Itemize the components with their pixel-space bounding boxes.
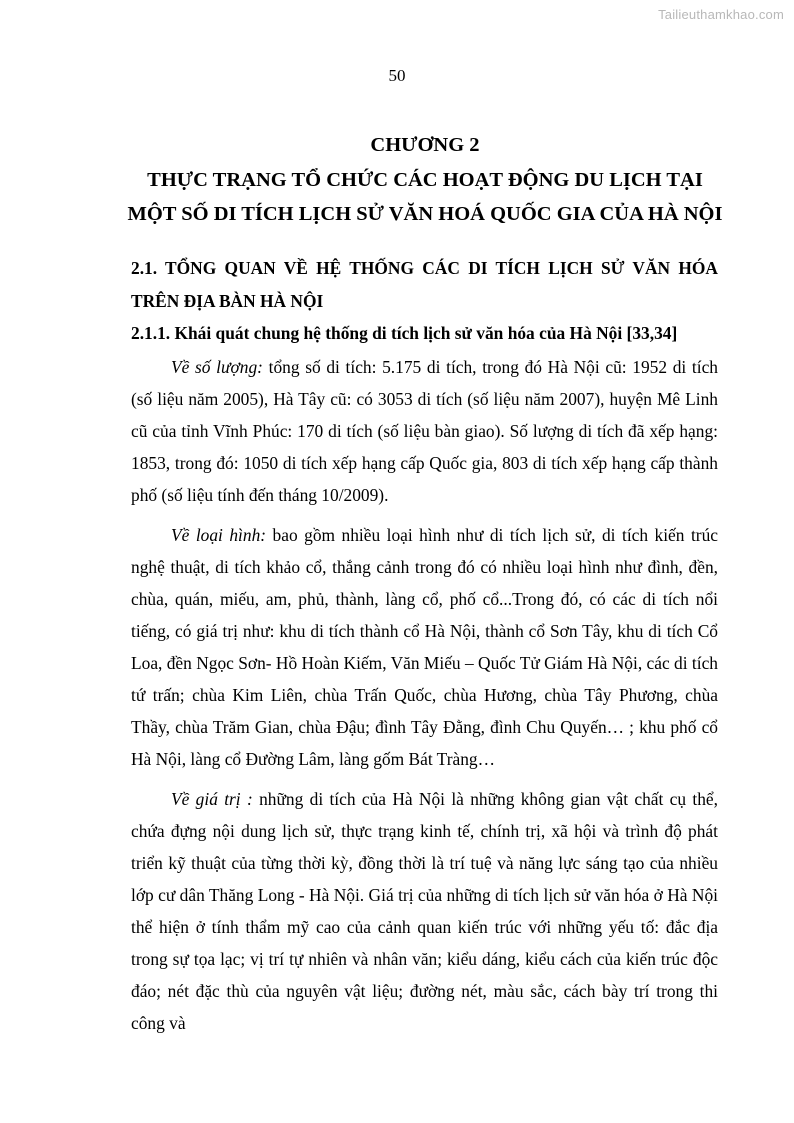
paragraph-text: những di tích của Hà Nội là những không gian vật chất cụ thể, chứa đựng nội dung lịch sử, thực trạng kinh tế, chính trị, xã hội và trình độ phát triển kỹ thuật của từng thời kỳ, đồng thời là trí tuệ và năng lực sáng tạo của nhiều lớp cư dân Thăng Long - Hà Nội. Giá trị của những di tích lịch sử văn hóa ở Hà Nội thể hiện ở tính thẩm mỹ cao của cảnh quan kiến trúc với những yếu tố: đắc địa trong sự tọa lạc; vị trí tự nhiên và nhân văn; kiểu dáng, kiểu cách của kiến trúc độc đáo; nét đặc thù của nguyên vật liệu; đường nét, màu sắc, cách bày trí trong thi công và <box>131 789 718 1033</box>
page-number: 50 <box>388 66 406 85</box>
section-heading <box>131 252 718 318</box>
chapter-title-line-2: MỘT SỐ DI TÍCH LỊCH SỬ VĂN HOÁ QUỐC GIA CỦA HÀ NỘI <box>127 203 723 225</box>
paragraph-text: bao gồm nhiều loại hình như di tích lịch sử, di tích kiến trúc nghệ thuật, di tích khảo cổ, thắng cảnh trong đó có nhiều loại hình như đình, đền, chùa, quán, miếu, am, phủ, thành, làng cổ, phố cổ...Trong đó, có các di tích nổi tiếng, có giá trị như: khu di tích thành cổ Hà Nội, thành cổ Sơn Tây, khu di tích Cổ Loa, đền Ngọc Sơn- Hồ Hoàn Kiếm, Văn Miếu – Quốc Tử Giám Hà Nội, các di tích tứ trấn; chùa Kim Liên, chùa Trấn Quốc, chùa Hương, chùa Tây Phương, chùa Thầy, chùa Trăm Gian, chùa Đậu; đình Tây Đằng, đình Chu Quyến… ; khu phố cổ Hà Nội, làng cổ Đường Lâm, làng gốm Bát Tràng… <box>131 525 718 769</box>
paragraph-value <box>131 783 718 1039</box>
subsection-heading: 2.1.1. Khái quát chung hệ thống di tích lịch sử văn hóa của Hà Nội [33,34] <box>131 323 678 343</box>
chapter-title-line-1: THỰC TRẠNG TỔ CHỨC CÁC HOẠT ĐỘNG DU LỊCH TẠI <box>147 169 703 191</box>
paragraph-lead: Về giá trị : <box>171 789 253 809</box>
document-body <box>131 252 718 1047</box>
section-heading-line-2: TRÊN ĐỊA BÀN HÀ NỘI <box>131 291 324 311</box>
paragraph-text: tổng số di tích: 5.175 di tích, trong đó Hà Nội cũ: 1952 di tích (số liệu năm 2005), Hà Tây cũ: có 3053 di tích (số liệu năm 2007), huyện Mê Linh cũ của tỉnh Vĩnh Phúc: 170 di tích (số liệu bàn giao). Số lượng di tích đã xếp hạng: 1853, trong đó: 1050 di tích xếp hạng cấp Quốc gia, 803 di tích xếp hạng cấp thành phố (số liệu tính đến tháng 10/2009). <box>131 357 718 505</box>
section-heading-line-1: 2.1. TỔNG QUAN VỀ HỆ THỐNG CÁC DI TÍCH LỊCH SỬ VĂN HÓA <box>131 258 718 278</box>
paragraph-quantity <box>131 351 718 511</box>
paragraph-lead: Về loại hình: <box>171 525 267 545</box>
paragraph-lead: Về số lượng: <box>171 357 263 377</box>
watermark: Tailieuthamkhao.com <box>658 7 784 22</box>
chapter-number: CHƯƠNG 2 <box>370 134 480 156</box>
paragraph-types <box>131 519 718 775</box>
